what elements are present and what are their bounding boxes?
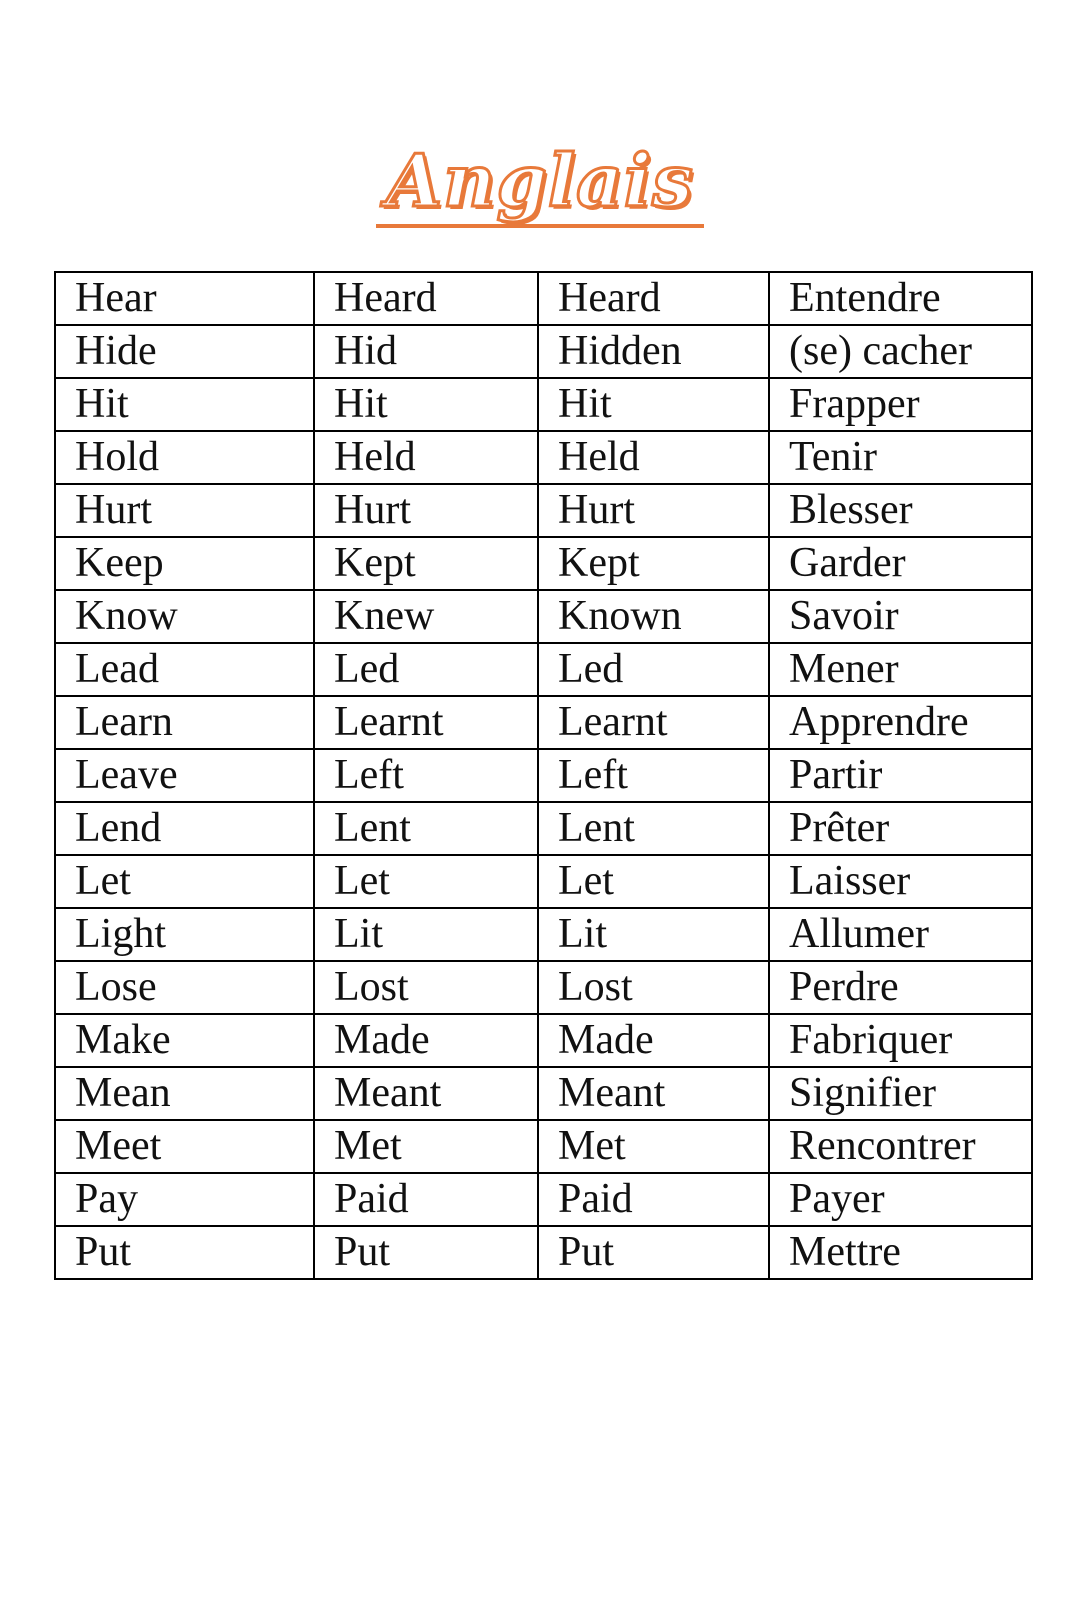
past-simple-cell: Lent — [314, 802, 538, 855]
french-translation-cell: Mener — [769, 643, 1032, 696]
table-row — [55, 696, 1032, 749]
past-participle-cell: Known — [538, 590, 769, 643]
base-form-cell: Meet — [55, 1120, 314, 1173]
past-simple-cell: Left — [314, 749, 538, 802]
past-simple-cell: Lit — [314, 908, 538, 961]
past-simple-cell: Learnt — [314, 696, 538, 749]
table-row — [55, 431, 1032, 484]
past-participle-cell: Heard — [538, 272, 769, 325]
french-translation-cell: Tenir — [769, 431, 1032, 484]
base-form-cell: Lend — [55, 802, 314, 855]
table-row — [55, 1173, 1032, 1226]
past-simple-cell: Held — [314, 431, 538, 484]
past-participle-cell: Hidden — [538, 325, 769, 378]
table-row — [55, 749, 1032, 802]
past-simple-cell: Made — [314, 1014, 538, 1067]
verbs-table-body — [55, 272, 1032, 1279]
table-row — [55, 272, 1032, 325]
past-participle-cell: Hurt — [538, 484, 769, 537]
base-form-cell: Know — [55, 590, 314, 643]
table-row — [55, 590, 1032, 643]
french-translation-cell: Partir — [769, 749, 1032, 802]
past-simple-cell: Led — [314, 643, 538, 696]
table-row — [55, 908, 1032, 961]
table-row — [55, 325, 1032, 378]
french-translation-cell: (se) cacher — [769, 325, 1032, 378]
past-participle-cell: Let — [538, 855, 769, 908]
past-participle-cell: Put — [538, 1226, 769, 1279]
past-participle-cell: Kept — [538, 537, 769, 590]
past-simple-cell: Hid — [314, 325, 538, 378]
base-form-cell: Lead — [55, 643, 314, 696]
past-participle-cell: Made — [538, 1014, 769, 1067]
past-simple-cell: Met — [314, 1120, 538, 1173]
table-row — [55, 1067, 1032, 1120]
table-row — [55, 1120, 1032, 1173]
french-translation-cell: Savoir — [769, 590, 1032, 643]
past-simple-cell: Hurt — [314, 484, 538, 537]
table-row — [55, 484, 1032, 537]
base-form-cell: Learn — [55, 696, 314, 749]
past-participle-cell: Paid — [538, 1173, 769, 1226]
past-participle-cell: Lost — [538, 961, 769, 1014]
base-form-cell: Hide — [55, 325, 314, 378]
base-form-cell: Mean — [55, 1067, 314, 1120]
past-participle-cell: Learnt — [538, 696, 769, 749]
base-form-cell: Make — [55, 1014, 314, 1067]
base-form-cell: Hear — [55, 272, 314, 325]
french-translation-cell: Blesser — [769, 484, 1032, 537]
past-participle-cell: Meant — [538, 1067, 769, 1120]
page-title: Anglais — [376, 138, 703, 228]
french-translation-cell: Apprendre — [769, 696, 1032, 749]
past-simple-cell: Heard — [314, 272, 538, 325]
base-form-cell: Put — [55, 1226, 314, 1279]
french-translation-cell: Allumer — [769, 908, 1032, 961]
past-participle-cell: Met — [538, 1120, 769, 1173]
table-row — [55, 1226, 1032, 1279]
past-simple-cell: Lost — [314, 961, 538, 1014]
past-simple-cell: Paid — [314, 1173, 538, 1226]
base-form-cell: Pay — [55, 1173, 314, 1226]
past-participle-cell: Lent — [538, 802, 769, 855]
french-translation-cell: Garder — [769, 537, 1032, 590]
french-translation-cell: Mettre — [769, 1226, 1032, 1279]
irregular-verbs-table — [54, 271, 1033, 1280]
base-form-cell: Lose — [55, 961, 314, 1014]
table-row — [55, 961, 1032, 1014]
base-form-cell: Hurt — [55, 484, 314, 537]
past-participle-cell: Lit — [538, 908, 769, 961]
french-translation-cell: Laisser — [769, 855, 1032, 908]
past-participle-cell: Held — [538, 431, 769, 484]
past-participle-cell: Left — [538, 749, 769, 802]
base-form-cell: Keep — [55, 537, 314, 590]
base-form-cell: Hold — [55, 431, 314, 484]
base-form-cell: Leave — [55, 749, 314, 802]
table-row — [55, 378, 1032, 431]
past-simple-cell: Knew — [314, 590, 538, 643]
past-simple-cell: Hit — [314, 378, 538, 431]
past-simple-cell: Put — [314, 1226, 538, 1279]
past-simple-cell: Kept — [314, 537, 538, 590]
base-form-cell: Let — [55, 855, 314, 908]
table-row — [55, 643, 1032, 696]
french-translation-cell: Signifier — [769, 1067, 1032, 1120]
page-title-container — [0, 138, 1080, 228]
french-translation-cell: Payer — [769, 1173, 1032, 1226]
table-row — [55, 802, 1032, 855]
base-form-cell: Hit — [55, 378, 314, 431]
table-row — [55, 1014, 1032, 1067]
past-participle-cell: Led — [538, 643, 769, 696]
past-simple-cell: Let — [314, 855, 538, 908]
french-translation-cell: Prêter — [769, 802, 1032, 855]
french-translation-cell: Perdre — [769, 961, 1032, 1014]
table-row — [55, 537, 1032, 590]
french-translation-cell: Entendre — [769, 272, 1032, 325]
french-translation-cell: Frapper — [769, 378, 1032, 431]
past-simple-cell: Meant — [314, 1067, 538, 1120]
french-translation-cell: Fabriquer — [769, 1014, 1032, 1067]
table-row — [55, 855, 1032, 908]
french-translation-cell: Rencontrer — [769, 1120, 1032, 1173]
past-participle-cell: Hit — [538, 378, 769, 431]
base-form-cell: Light — [55, 908, 314, 961]
